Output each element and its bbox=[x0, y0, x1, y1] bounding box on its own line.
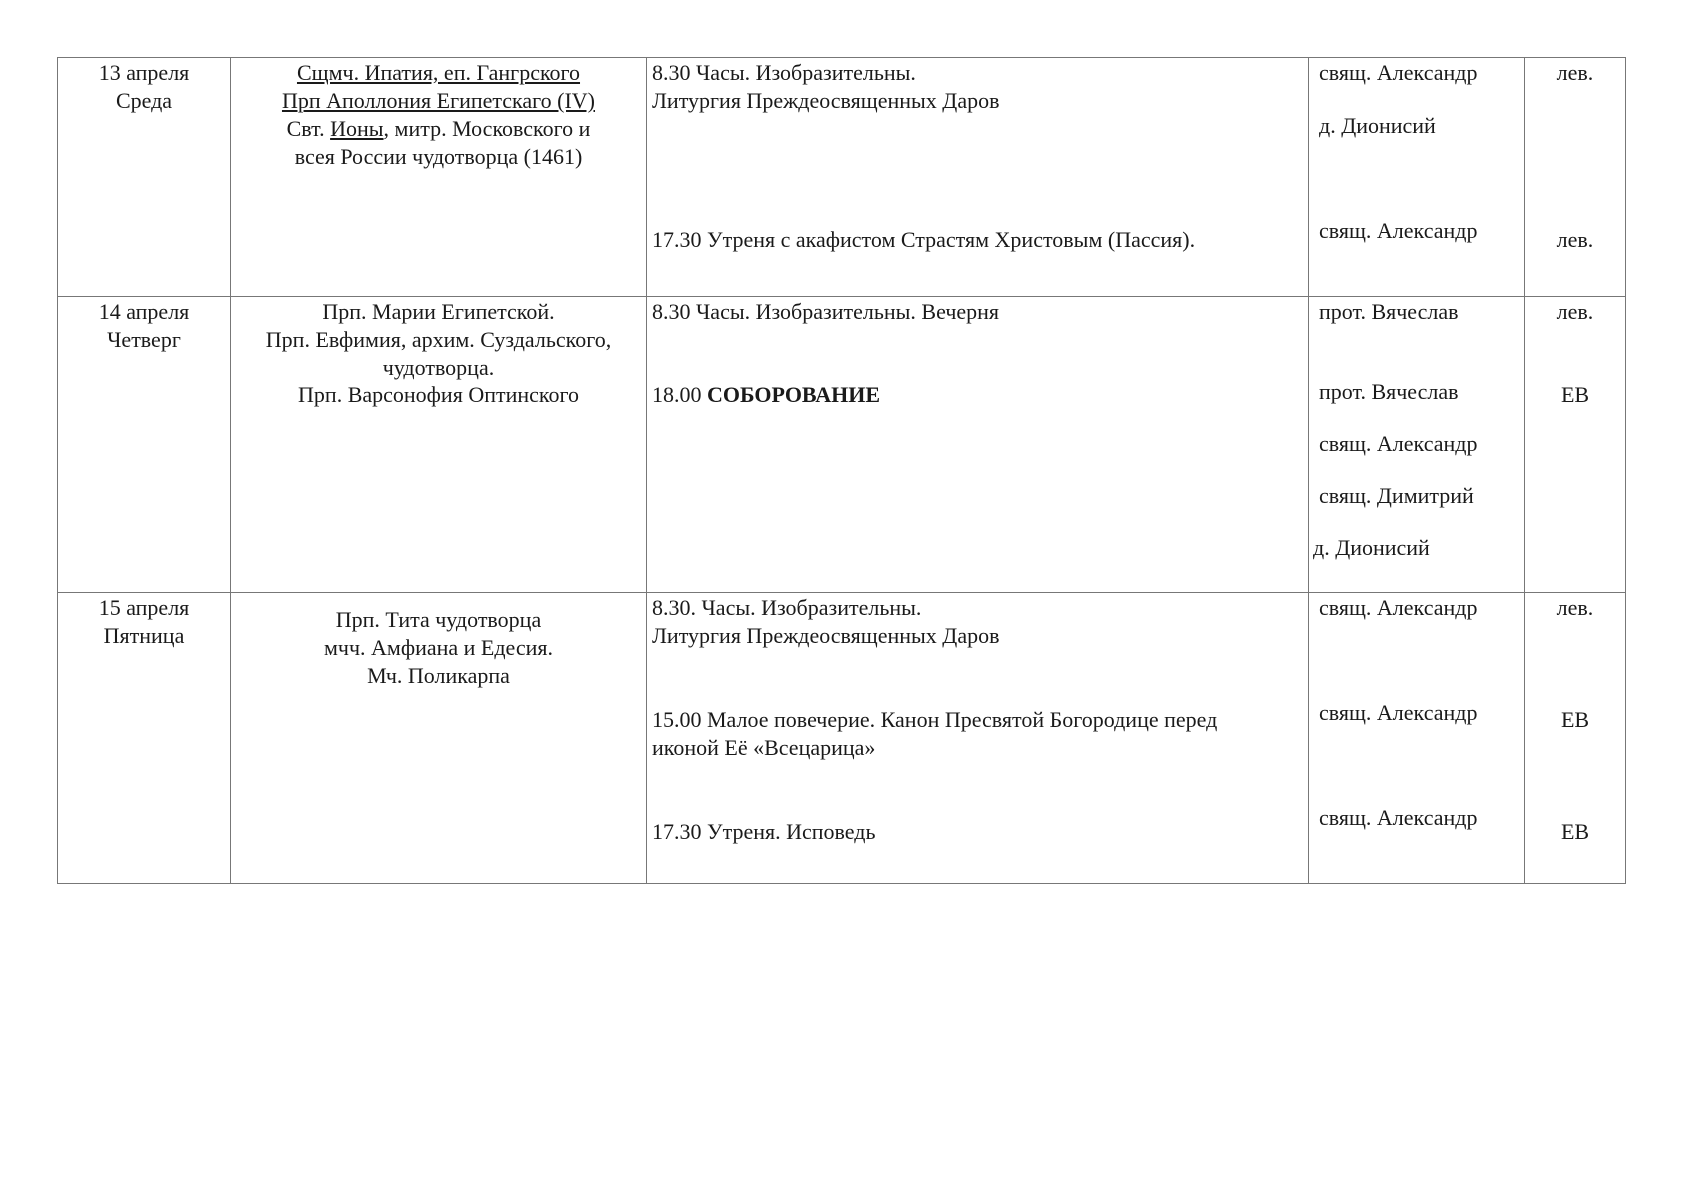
side-label: ЕВ bbox=[1560, 819, 1590, 844]
clergy-name: свящ. Димитрий bbox=[1319, 483, 1474, 508]
side-label: лев. bbox=[1556, 227, 1594, 252]
weekday: Пятница bbox=[103, 623, 185, 648]
services-cell bbox=[647, 297, 1309, 593]
saint-line: Прп. Тита чудотворца bbox=[335, 607, 542, 632]
side-label: ЕВ bbox=[1560, 707, 1590, 732]
service-line: 17.30 Утреня с акафистом Страстям Христовым (Пассия). bbox=[652, 227, 1196, 252]
saints-cell bbox=[231, 593, 647, 884]
side-label: ЕВ bbox=[1560, 382, 1590, 407]
services-cell bbox=[647, 593, 1309, 884]
weekday: Среда bbox=[115, 88, 173, 113]
service-line: 18.00 СОБОРОВАНИЕ bbox=[652, 382, 881, 407]
clergy-name: прот. Вячеслав bbox=[1319, 379, 1459, 404]
saint-line: Прп. Марии Египетской. bbox=[322, 299, 555, 324]
side-cell bbox=[1525, 58, 1626, 297]
clergy-cell bbox=[1309, 593, 1525, 884]
side-label: лев. bbox=[1556, 299, 1594, 324]
saint-line: Сщмч. Ипатия, еп. Гангрского bbox=[296, 60, 581, 85]
table-row bbox=[58, 593, 1626, 884]
service-line: Литургия Преждеосвященных Даров bbox=[652, 623, 1000, 648]
weekday: Четверг bbox=[107, 327, 181, 352]
service-line: 15.00 Малое повечерие. Канон Пресвятой Богородице перед bbox=[652, 707, 1218, 732]
date-cell bbox=[58, 58, 231, 297]
service-line: Литургия Преждеосвященных Даров bbox=[652, 88, 1000, 113]
date: 14 апреля bbox=[98, 299, 190, 324]
saint-line: всея России чудотворца (1461) bbox=[294, 144, 583, 169]
date-cell bbox=[58, 297, 231, 593]
saint-line: мчч. Амфиана и Едесия. bbox=[323, 635, 554, 660]
services-cell bbox=[647, 58, 1309, 297]
side-label: лев. bbox=[1556, 595, 1594, 620]
saint-line: Свт. Ионы, митр. Московского и bbox=[286, 116, 591, 141]
saint-line: Прп. Варсонофия Оптинского bbox=[298, 382, 579, 407]
side-cell bbox=[1525, 593, 1626, 884]
clergy-name: свящ. Александр bbox=[1319, 595, 1478, 620]
clergy-cell bbox=[1309, 297, 1525, 593]
saint-line: чудотворца. bbox=[382, 355, 495, 380]
saints-cell bbox=[231, 58, 647, 297]
table-row bbox=[58, 297, 1626, 593]
clergy-name: свящ. Александр bbox=[1319, 805, 1478, 830]
clergy-name: свящ. Александр bbox=[1319, 431, 1478, 456]
service-line: 8.30 Часы. Изобразительны. Вечерня bbox=[652, 299, 1000, 324]
service-line: иконой Её «Всецарица» bbox=[652, 735, 876, 760]
side-cell bbox=[1525, 297, 1626, 593]
schedule-table bbox=[57, 57, 1626, 884]
table-row bbox=[58, 58, 1626, 297]
clergy-name: д. Дионисий bbox=[1319, 113, 1436, 138]
service-line: 17.30 Утреня. Исповедь bbox=[652, 819, 876, 844]
service-title: СОБОРОВАНИЕ bbox=[707, 382, 881, 407]
side-label: лев. bbox=[1556, 60, 1594, 85]
date: 13 апреля bbox=[98, 60, 190, 85]
clergy-cell bbox=[1309, 58, 1525, 297]
saint-line: Мч. Поликарпа bbox=[367, 663, 510, 688]
clergy-name: прот. Вячеслав bbox=[1319, 299, 1459, 324]
saint-line: Прп. Евфимия, архим. Суздальского, bbox=[265, 327, 612, 352]
clergy-name: д. Дионисий bbox=[1313, 535, 1430, 560]
service-line: 8.30 Часы. Изобразительны. bbox=[652, 60, 916, 85]
service-line: 8.30. Часы. Изобразительны. bbox=[652, 595, 922, 620]
clergy-name: свящ. Александр bbox=[1319, 218, 1478, 243]
saint-line: Прп Аполлония Египетскаго (IV) bbox=[281, 88, 596, 113]
saints-cell bbox=[231, 297, 647, 593]
date: 15 апреля bbox=[98, 595, 190, 620]
date-cell bbox=[58, 593, 231, 884]
clergy-name: свящ. Александр bbox=[1319, 700, 1478, 725]
clergy-name: свящ. Александр bbox=[1319, 60, 1478, 85]
